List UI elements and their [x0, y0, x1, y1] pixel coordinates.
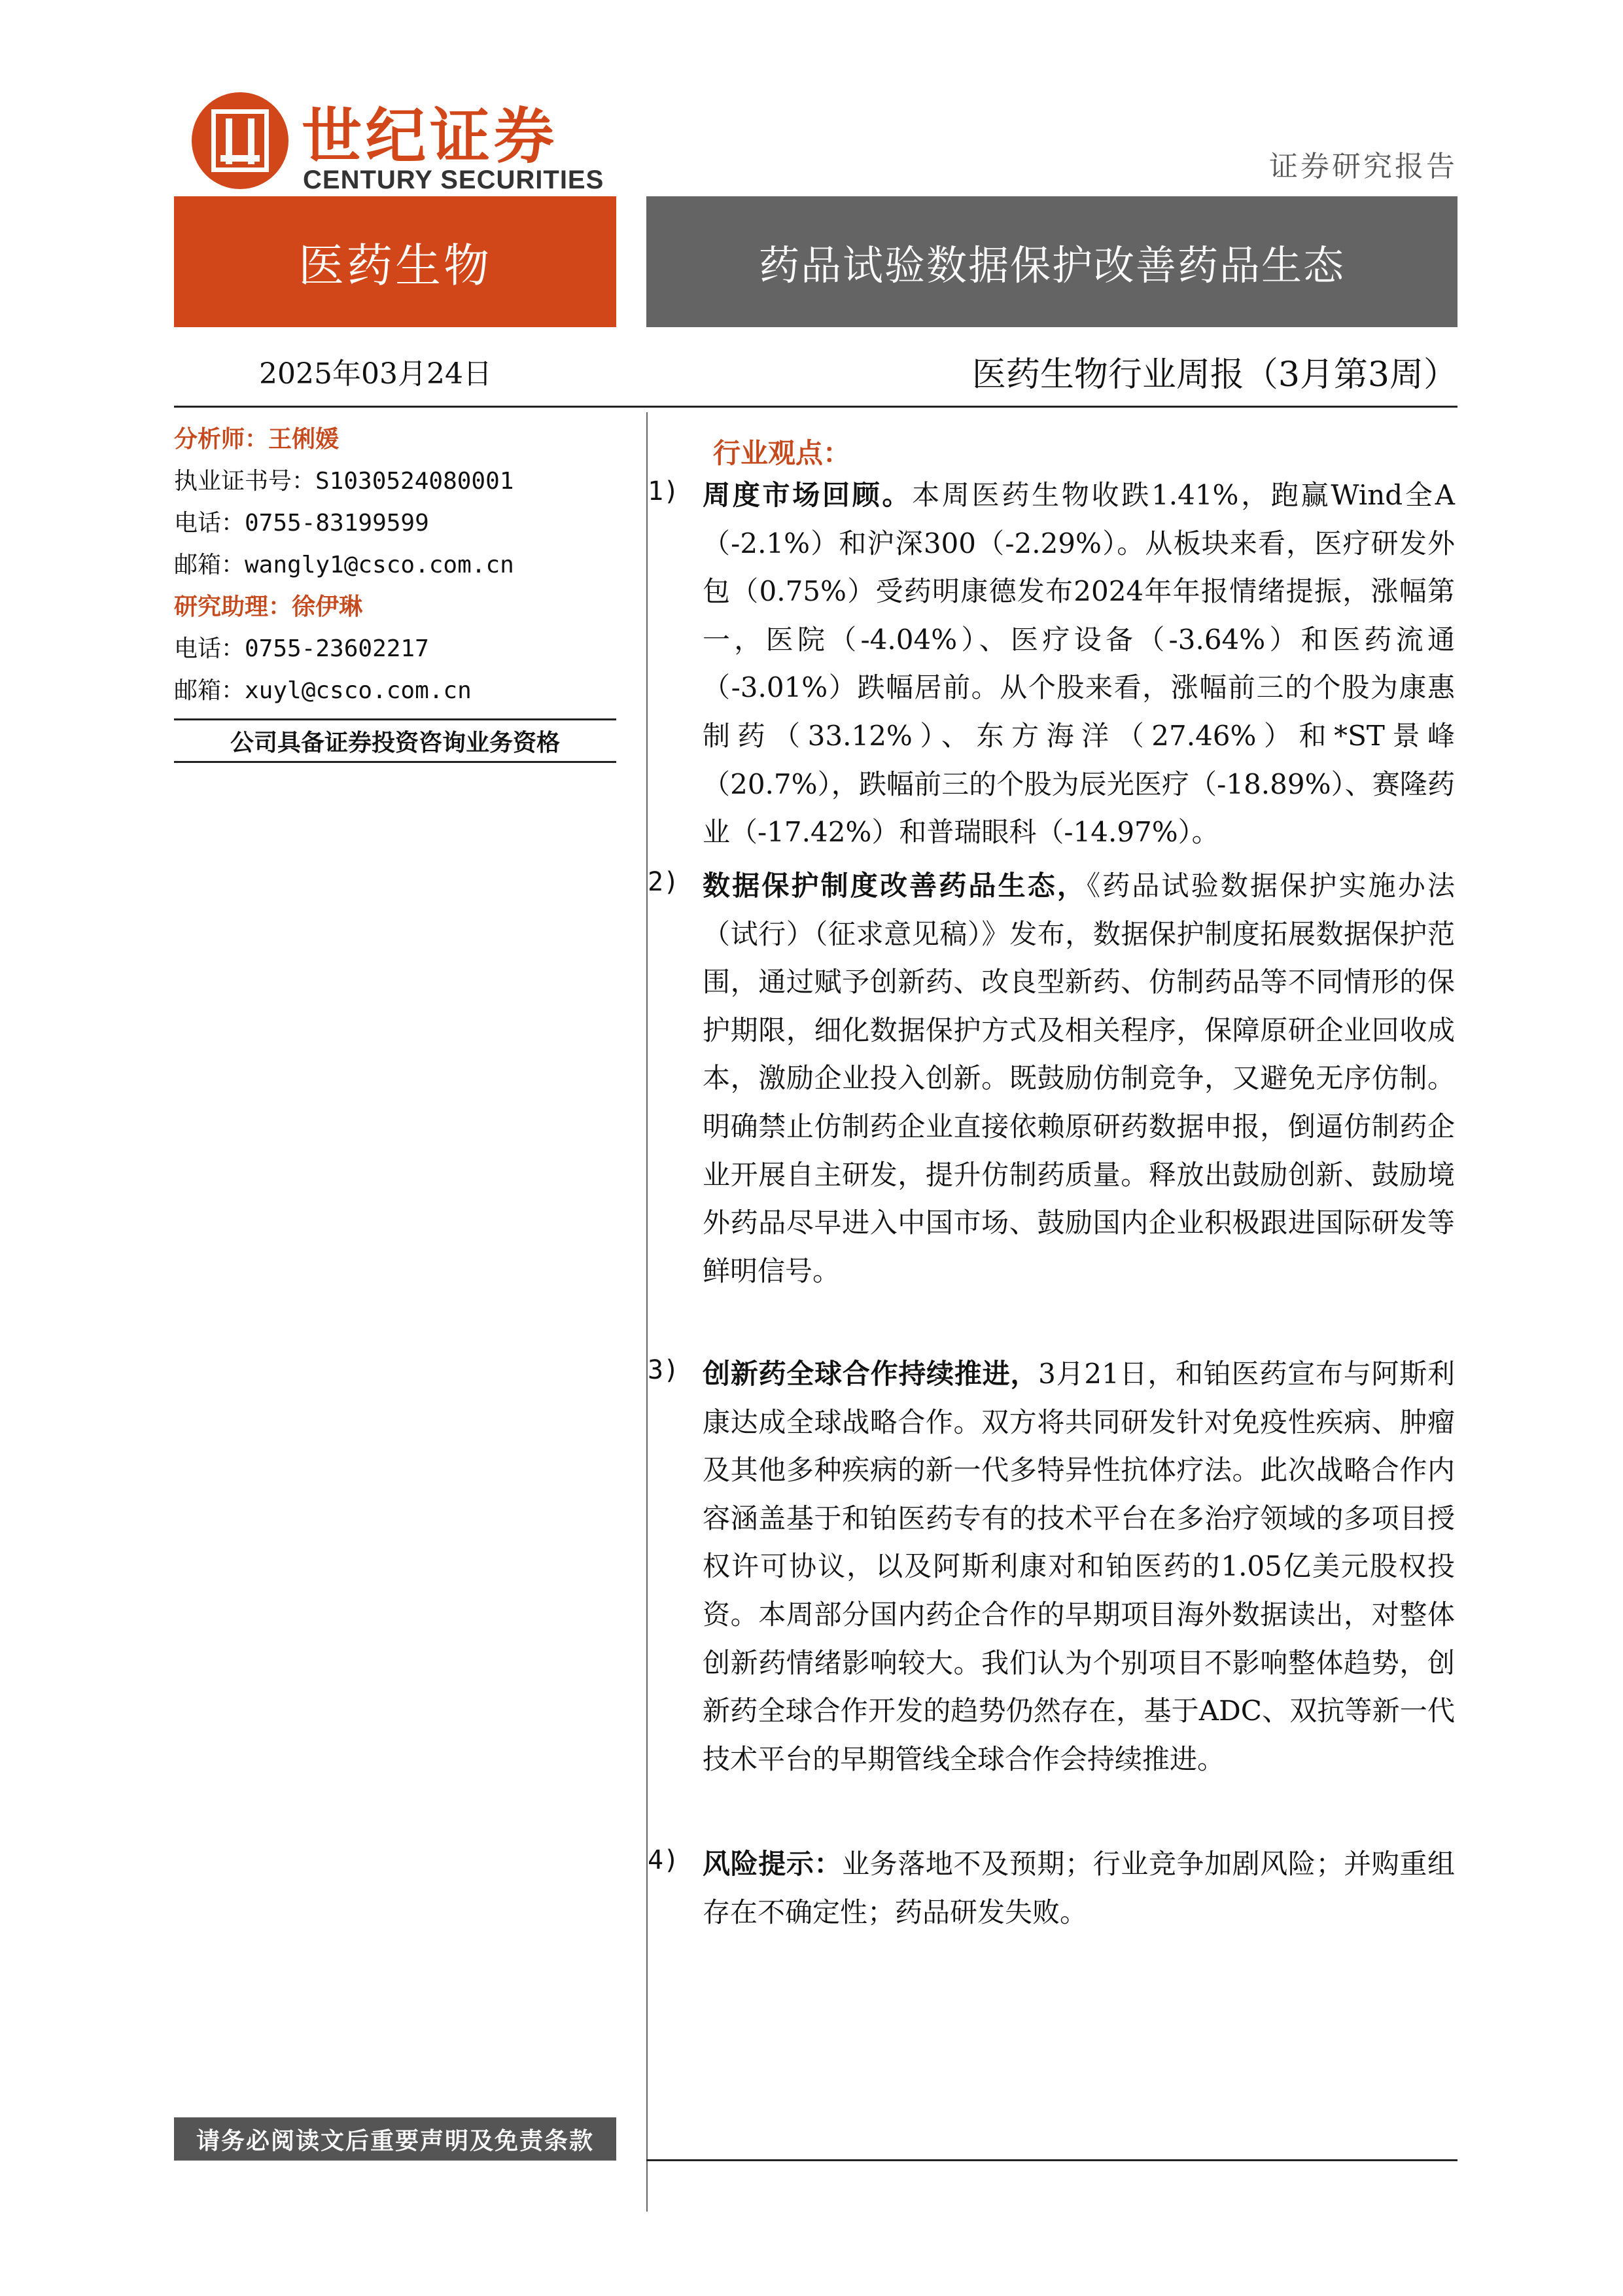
brand-name-cn: 世纪证券 [302, 101, 559, 171]
view-item-lead: 数据保护制度改善药品生态， [703, 870, 1087, 902]
qualification-box: 公司具备证券投资咨询业务资格 [174, 718, 616, 763]
report-date: 2025年03月24日 [259, 357, 492, 391]
analyst-name: 分析师：王俐媛 [174, 426, 340, 453]
report-type: 证券研究报告 [1269, 150, 1457, 183]
logo-mark-icon [192, 92, 288, 189]
column-divider [646, 412, 648, 2212]
view-item-text [703, 471, 1455, 857]
view-item-number: 2) [648, 867, 680, 897]
view-item-body: 《药品试验数据保护实施办法（试行）（征求意见稿）》发布，数据保护制度拓展数据保护范围，通过赋予创新药、改良型新药、仿制药品等不同情形的保护期限，细化数据保护方式及相关程序，保障原研企业回收成本，激励企业投入创新。既鼓励仿制竞争，又避免无序仿制。明确禁止仿制药企业直接依赖原研药数据申报，倒逼仿制药企业开展自主研发，提升仿制药质量。释放出鼓励创新、鼓励境外药品尽早进入中国市场、鼓励国内企业积极跟进国际研发等鲜明信号。 [703, 870, 1455, 1287]
view-item-text [703, 1350, 1455, 1783]
brand-logo [192, 92, 637, 194]
view-item-number: 4) [648, 1845, 680, 1875]
analyst-cert: 执业证书号：S1030524080001 [174, 468, 514, 495]
view-item-body: 业务落地不及预期；行业竞争加剧风险；并购重组存在不确定性；药品研发失败。 [703, 1848, 1455, 1928]
analyst-phone: 电话：0755-83199599 [174, 510, 429, 537]
analyst-info [174, 419, 616, 763]
views-title: 行业观点： [713, 437, 851, 469]
assistant-phone: 电话：0755-23602217 [174, 635, 429, 662]
sector-banner: 医药生物 [174, 196, 616, 327]
view-item-number: 1) [648, 476, 680, 506]
view-item-body: 本周医药生物收跌1.41%，跑赢Wind全A（-2.1%）和沪深300（-2.29%）。从板块来看，医疗研发外包（0.75%）受药明康德发布2024年年报情绪提振，涨幅第一，医院（-4.04%）、医疗设备（-3.64%）和医药流通（-3.01%）跌幅居前。从个股来看，涨幅前三的个股为康惠制药（33.12%）、东方海洋（27.46%）和*ST景峰（20.7%），跌幅前三的个股为辰光医疗（-18.89%）、赛隆药业（-17.42%）和普瑞眼科（-14.97%）。 [703, 479, 1455, 849]
view-item-lead: 创新药全球合作持续推进， [703, 1358, 1039, 1390]
brand-name-en: CENTURY SECURITIES [303, 166, 604, 194]
view-item-text [703, 862, 1455, 1295]
footer-divider [646, 2159, 1457, 2161]
view-item-lead: 风险提示： [703, 1848, 843, 1880]
analyst-email: 邮箱：wangly1@csco.com.cn [174, 552, 514, 578]
report-subtitle: 医药生物行业周报（3月第3周） [971, 355, 1457, 395]
assistant-name: 研究助理：徐伊琳 [174, 593, 363, 620]
view-item-body: 3月21日，和铂医药宣布与阿斯利康达成全球战略合作。双方将共同研发针对免疫性疾病、肿瘤及其他多种疾病的新一代多特异性抗体疗法。此次战略合作内容涵盖基于和铂医药专有的技术平台在多治疗领域的多项目授权许可协议，以及阿斯利康对和铂医药的1.05亿美元股权投资。本周部分国内药企合作的早期项目海外数据读出，对整体创新药情绪影响较大。我们认为个别项目不影响整体趋势，创新药全球合作开发的趋势仍然存在，基于ADC、双抗等新一代技术平台的早期管线全球合作会持续推进。 [703, 1358, 1455, 1775]
header-divider [174, 406, 1457, 408]
view-item-number: 3) [648, 1355, 680, 1385]
view-item-lead: 周度市场回顾。 [703, 479, 913, 511]
view-item-text [703, 1840, 1455, 1936]
disclaimer-banner: 请务必阅读文后重要声明及免责条款 [174, 2117, 616, 2161]
report-title: 药品试验数据保护改善药品生态 [646, 196, 1457, 327]
assistant-email: 邮箱：xuyl@csco.com.cn [174, 677, 472, 704]
